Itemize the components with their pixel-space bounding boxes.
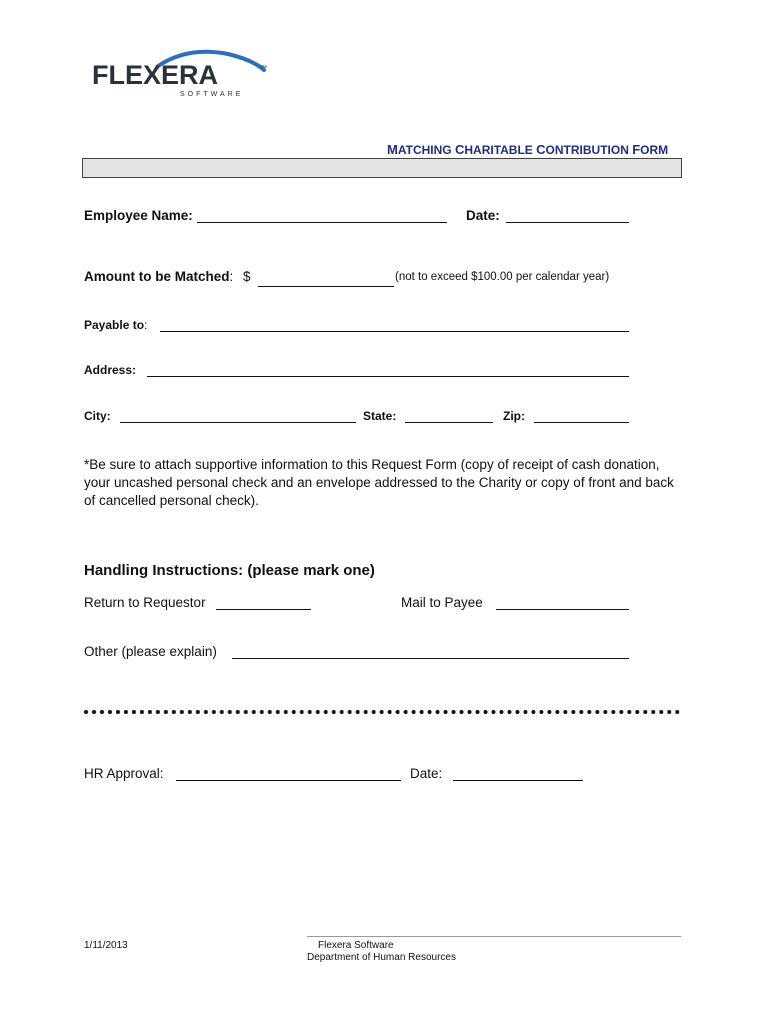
other-field[interactable]	[232, 658, 629, 659]
hr-date-label: Date:	[410, 766, 443, 781]
hr-date-field[interactable]	[453, 780, 583, 781]
employee-name-field[interactable]	[197, 222, 447, 223]
payable-colon: :	[144, 318, 148, 332]
date-label: Date:	[466, 208, 500, 223]
title-bar	[82, 158, 682, 178]
address-field[interactable]	[147, 376, 629, 377]
return-to-requestor-label: Return to Requestor	[84, 595, 206, 610]
title-word: ONTRIBUTION	[545, 143, 629, 157]
logo-graphic	[88, 48, 274, 104]
hr-approval-field[interactable]	[176, 780, 401, 781]
hr-approval-label: HR Approval:	[84, 766, 164, 781]
mail-to-payee-label: Mail to Payee	[401, 595, 483, 610]
dollar-sign: $	[243, 269, 251, 284]
footer-date: 1/11/2013	[84, 940, 128, 951]
title-initial: C	[536, 142, 546, 157]
logo-subtitle: SOFTWARE	[180, 91, 244, 98]
date-field[interactable]	[506, 222, 629, 223]
payable-row	[84, 318, 147, 332]
zip-label: Zip:	[503, 409, 525, 423]
amount-row	[84, 269, 251, 284]
city-label: City:	[84, 409, 111, 423]
return-to-requestor-field[interactable]	[216, 609, 311, 610]
company-logo	[88, 48, 274, 104]
title-word: ATCHING	[397, 143, 452, 157]
logo-trademark: ™	[260, 65, 267, 72]
amount-note: (not to exceed $100.00 per calendar year)	[395, 271, 610, 283]
address-label: Address:	[84, 363, 137, 377]
attachment-note: *Be sure to attach supportive information to this Request Form (copy of receipt of cash donation, your uncashed personal check and an envelope addressed to the Charity or copy of front and back of cancelled personal check).	[84, 457, 674, 508]
other-label: Other (please explain)	[84, 644, 217, 659]
logo-wordmark: FLEXERA	[92, 60, 219, 90]
employee-name-label: Employee Name:	[84, 208, 193, 223]
city-field[interactable]	[120, 422, 356, 423]
title-word: ORM	[640, 143, 669, 157]
footer-department: Department of Human Resources	[307, 952, 456, 963]
state-field[interactable]	[405, 422, 493, 423]
payable-field[interactable]	[160, 331, 629, 332]
footer-rule	[307, 936, 681, 937]
state-label: State:	[363, 409, 397, 423]
footer-company: Flexera Software	[318, 940, 394, 951]
dotted-separator	[84, 710, 680, 714]
amount-colon: :	[229, 269, 234, 284]
form-title	[387, 142, 668, 157]
title-initial: C	[454, 142, 465, 157]
amount-label: Amount to be Matched	[84, 269, 230, 284]
handling-heading: Handling Instructions: (please mark one)	[84, 562, 375, 579]
title-word: HARITABLE	[464, 143, 533, 157]
amount-field[interactable]	[258, 286, 394, 287]
title-initial: F	[632, 142, 641, 157]
title-initial: M	[387, 142, 398, 157]
zip-field[interactable]	[534, 422, 629, 423]
mail-to-payee-field[interactable]	[496, 609, 629, 610]
payable-label: Payable to	[84, 318, 145, 332]
